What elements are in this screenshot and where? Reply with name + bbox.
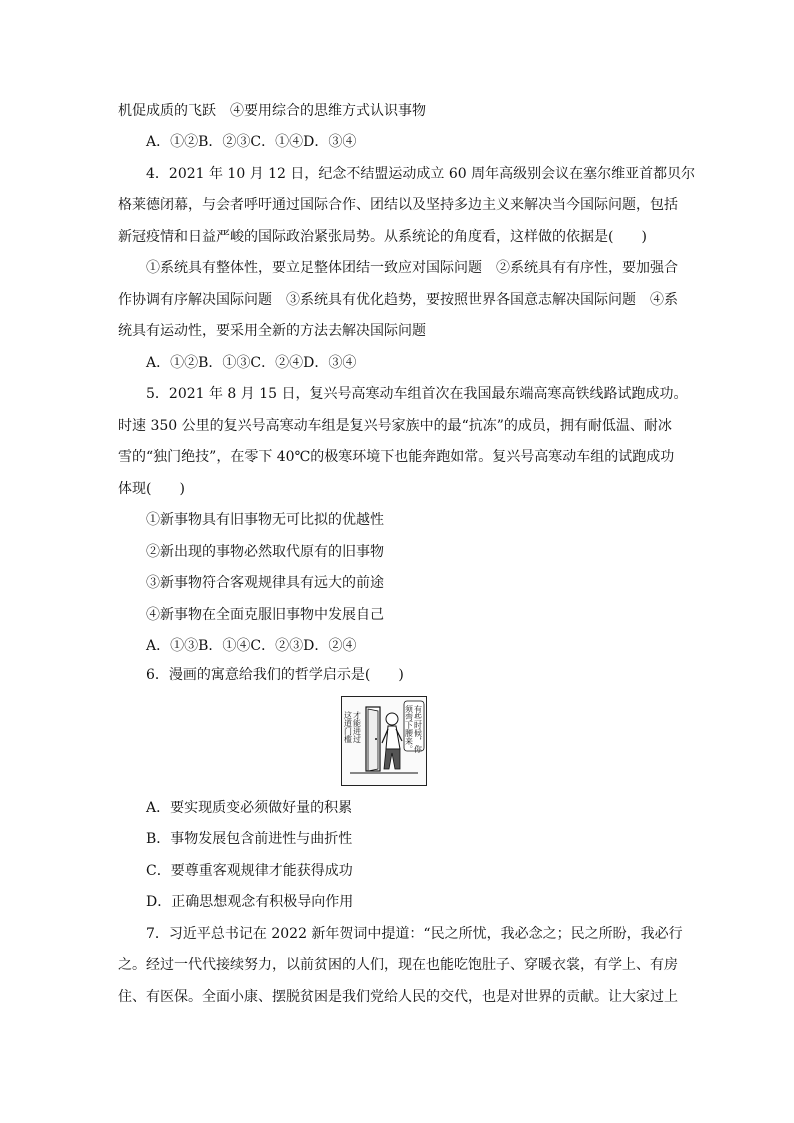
door-text-a: 才能进过: [352, 711, 362, 743]
answer-options-q4: A．①②B．①③C．②④D．③④: [146, 355, 357, 371]
statement-4: ④新事物在全面克服旧事物中发展自己: [146, 607, 384, 623]
statement-line: 作协调有序解决国际问题 ③系统具有优化趋势，要按照世界各国意志解决国际问题 ④系: [118, 292, 678, 308]
statement-2: ②新出现的事物必然取代原有的旧事物: [146, 544, 384, 560]
door: [368, 709, 378, 771]
option-d: D．正确思想观念有积极导向作用: [146, 894, 354, 910]
statement-line: 统具有运动性，要采用全新的方法去解决国际问题: [118, 323, 426, 339]
text-line: 时速 350 公里的复兴号高寒动车组是复兴号家族中的最“抗冻”的成员，拥有耐低温、耐冰: [118, 418, 672, 434]
speech-text-a: 有些时候，你: [413, 705, 423, 753]
question-4-stem: 4．2021 年 10 月 12 日，纪念不结盟运动成立 60 周年高级别会议在塞尔维亚首都贝尔: [146, 166, 696, 182]
statement-1: ①新事物具有旧事物无可比拟的优越性: [146, 512, 384, 528]
text-line: 雪的“独门绝技”，在零下 40℃的极寒环境下也能奔跑如常。复兴号高寒动车组的试跑成功: [118, 449, 675, 465]
option-a: A．要实现质变必须做好量的积累: [146, 800, 353, 816]
speech-text-b: 须弯下腰来。: [404, 705, 414, 753]
option-c: C．要尊重客观规律才能获得成功: [146, 863, 353, 879]
question-6-stem: 6．漫画的寓意给我们的哲学启示是( ): [146, 667, 404, 683]
door-text-b: 这道门槛: [343, 711, 353, 743]
cartoon-image: [341, 696, 427, 786]
text-line: 体现( ): [118, 481, 185, 497]
question-5-stem: 5．2021 年 8 月 15 日，复兴号高寒动车组首次在我国最东端高寒高铁线路试跑成功。: [146, 386, 688, 402]
text-line: 格莱德闭幕，与会者呼吁通过国际合作、团结以及坚持多边主义来解决当今国际问题，包括: [118, 197, 678, 213]
text-line: 之。经过一代代接续努力，以前贫困的人们，现在也能吃饱肚子、穿暖衣裳，有学上、有房: [118, 957, 678, 973]
question-7-stem: 7．习近平总书记在 2022 新年贺词中提道：“民之所忧，我必念之；民之所盼，我必行: [146, 926, 683, 942]
answer-options-q3: A．①②B．②③C．①④D．③④: [146, 134, 357, 150]
statement-3: ③新事物符合客观规律具有远大的前途: [146, 575, 384, 591]
text-line: 住、有医保。全面小康、摆脱贫困是我们党给人民的交代，也是对世界的贡献。让大家过上: [118, 989, 678, 1005]
person-figure: [382, 713, 402, 769]
option-b: B．事物发展包含前进性与曲折性: [146, 831, 353, 847]
text-line: 新冠疫情和日益严峻的国际政治紧张局势。从系统论的角度看，这样做的依据是( ): [118, 229, 647, 245]
statement-line: ①系统具有整体性，要立足整体团结一致应对国际问题 ②系统具有有序性，要加强合: [146, 260, 678, 276]
answer-options-q5: A．①③B．①④C．②③D．②④: [146, 638, 357, 654]
text-line: 机促成质的飞跃 ④要用综合的思维方式认识事物: [118, 103, 426, 119]
